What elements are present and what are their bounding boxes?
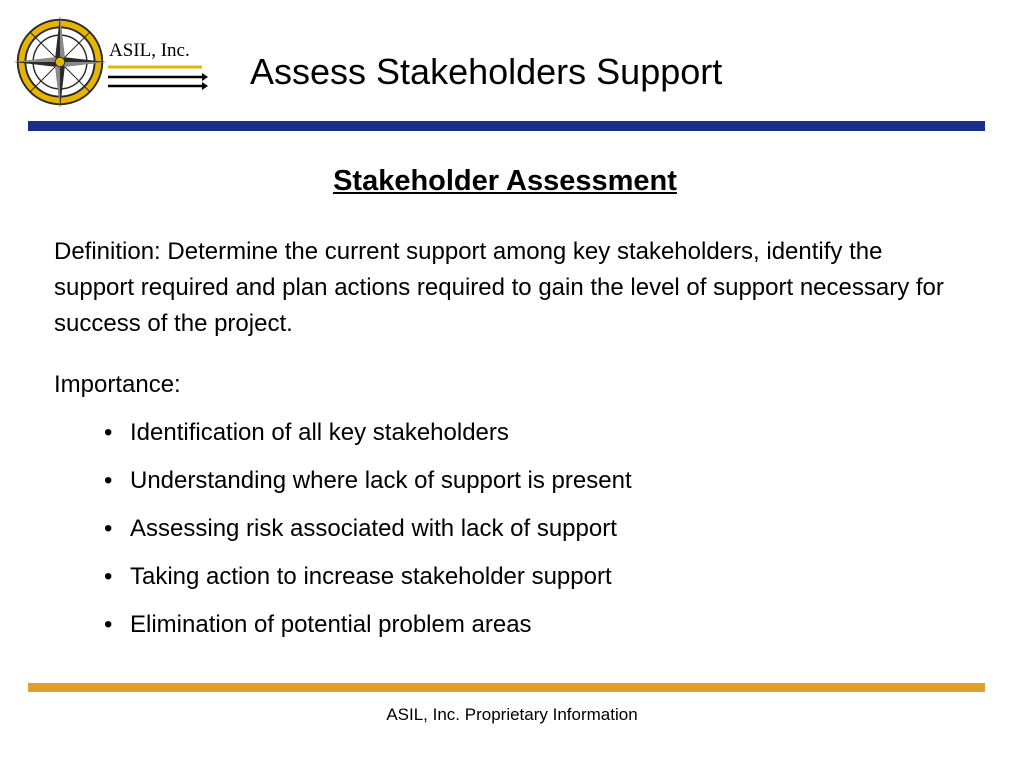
- logo-arrows: [108, 64, 208, 92]
- list-item-text: Assessing risk associated with lack of support: [130, 515, 617, 542]
- list-item: [104, 561, 632, 609]
- bullet-icon: •: [104, 467, 113, 494]
- list-item: [104, 609, 632, 657]
- page-title: Assess Stakeholders Support: [250, 51, 723, 92]
- bullet-icon: •: [104, 419, 113, 446]
- importance-label: Importance:: [54, 371, 181, 398]
- header-divider: [28, 121, 985, 131]
- footer-divider: [28, 683, 985, 692]
- definition-text: Definition: Determine the current support among key stakeholders, identify the support required and plan actions required to gain the level of support necessary for success of the project.: [54, 238, 944, 337]
- list-item-text: Understanding where lack of support is present: [130, 467, 632, 494]
- list-item: [104, 513, 632, 561]
- bullet-icon: •: [104, 515, 113, 542]
- list-item: [104, 417, 632, 465]
- list-item: [104, 465, 632, 513]
- compass-rose-icon: [12, 14, 108, 110]
- list-item-text: Taking action to increase stakeholder support: [130, 563, 612, 590]
- section-heading: Stakeholder Assessment: [333, 165, 677, 197]
- footer-text: ASIL, Inc. Proprietary Information: [386, 705, 638, 724]
- importance-list: [104, 417, 632, 657]
- bullet-icon: •: [104, 611, 113, 638]
- list-item-text: Elimination of potential problem areas: [130, 611, 532, 638]
- company-name: ASIL, Inc.: [109, 40, 190, 61]
- bullet-icon: •: [104, 563, 113, 590]
- list-item-text: Identification of all key stakeholders: [130, 419, 509, 446]
